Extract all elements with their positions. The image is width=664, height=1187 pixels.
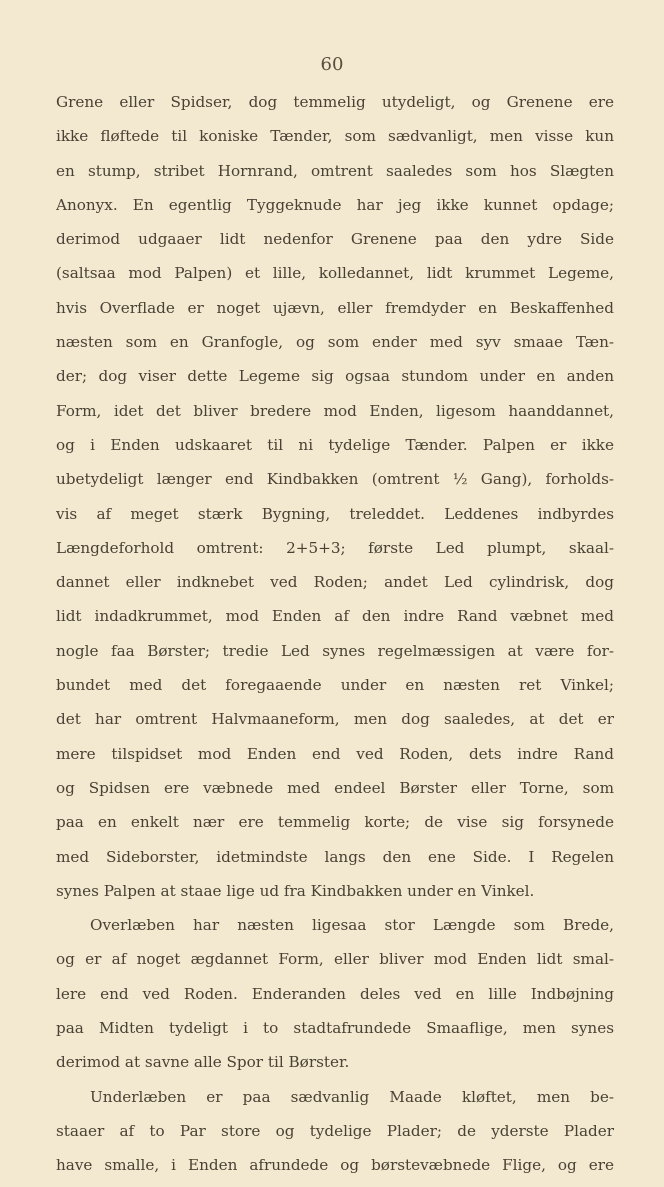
text-line: lidt indadkrummet, mod Enden af den indre Rand væbnet med bbox=[56, 607, 614, 626]
text-line: Anonyx. En egentlig Tyggeknude har jeg ikke kunnet opdage; bbox=[56, 195, 614, 214]
text-line: staaer af to Par store og tydelige Plader; de yderste Plader bbox=[56, 1121, 614, 1140]
text-line: Form, idet det bliver bredere mod Enden, ligesom haanddannet, bbox=[56, 401, 614, 420]
text-line: og er af noget ægdannet Form, eller bliver mod Enden lidt smal- bbox=[56, 950, 614, 969]
text-line: med Sideborster, idetmindste langs den ene Side. I Regelen bbox=[56, 847, 614, 866]
page-number: 60 bbox=[320, 54, 344, 75]
paragraph-start-line: Underlæben er paa sædvanlig Maade kløftet, men be- bbox=[90, 1087, 614, 1106]
text-line: paa en enkelt nær ere temmelig korte; de vise sig forsynede bbox=[56, 813, 614, 832]
text-line: (saltsaa mod Palpen) et lille, kolledannet, lidt krummet Legeme, bbox=[56, 264, 614, 283]
text-line: Længdeforhold omtrent: 2+5+3; første Led plumpt, skaal- bbox=[56, 538, 614, 557]
text-line: ikke fløftede til koniske Tænder, som sædvanligt, men visse kun bbox=[56, 127, 614, 146]
paragraph-start-line: Overlæben har næsten ligesaa stor Længde som Brede, bbox=[90, 916, 614, 935]
text-line: næsten som en Granfogle, og som ender med syv smaae Tæn- bbox=[56, 333, 614, 352]
text-line: og Spidsen ere væbnede med endeel Børster eller Torne, som bbox=[56, 778, 614, 797]
text-line: dannet eller indknebet ved Roden; andet Led cylindrisk, dog bbox=[56, 573, 614, 592]
text-line: ubetydeligt længer end Kindbakken (omtrent ½ Gang), forholds- bbox=[56, 470, 614, 489]
body-text bbox=[56, 85, 614, 1183]
text-line: der; dog viser dette Legeme sig ogsaa stundom under en anden bbox=[56, 367, 614, 386]
text-line: synes Palpen at staae lige ud fra Kindbakken under en Vinkel. bbox=[56, 881, 535, 900]
text-line: derimod at savne alle Spor til Børster. bbox=[56, 1053, 350, 1072]
text-line: lere end ved Roden. Enderanden deles ved en lille Indbøjning bbox=[56, 984, 614, 1003]
text-line: bundet med det foregaaende under en næsten ret Vinkel; bbox=[56, 676, 614, 695]
text-line: og i Enden udskaaret til ni tydelige Tænder. Palpen er ikke bbox=[56, 435, 614, 454]
text-line: have smalle, i Enden afrundede og børstevæbnede Flige, og ere bbox=[56, 1156, 614, 1175]
text-line: derimod udgaaer lidt nedenfor Grenene paa den ydre Side bbox=[56, 230, 614, 249]
text-line: det har omtrent Halvmaaneform, men dog saaledes, at det er bbox=[56, 710, 614, 729]
text-line: hvis Overflade er noget ujævn, eller fremdyder en Beskaffenhed bbox=[56, 298, 614, 317]
text-line: paa Midten tydeligt i to stadtafrundede Smaaflige, men synes bbox=[56, 1019, 614, 1038]
text-line: mere tilspidset mod Enden end ved Roden, dets indre Rand bbox=[56, 744, 614, 763]
text-line: nogle faa Børster; tredie Led synes regelmæssigen at være for- bbox=[56, 641, 614, 660]
text-line: Grene eller Spidser, dog temmelig utydeligt, og Grenene ere bbox=[56, 93, 614, 111]
text-line: vis af meget stærk Bygning, treleddet. Leddenes indbyrdes bbox=[56, 504, 614, 523]
text-line: en stump, stribet Hornrand, omtrent saaledes som hos Slægten bbox=[56, 161, 614, 180]
